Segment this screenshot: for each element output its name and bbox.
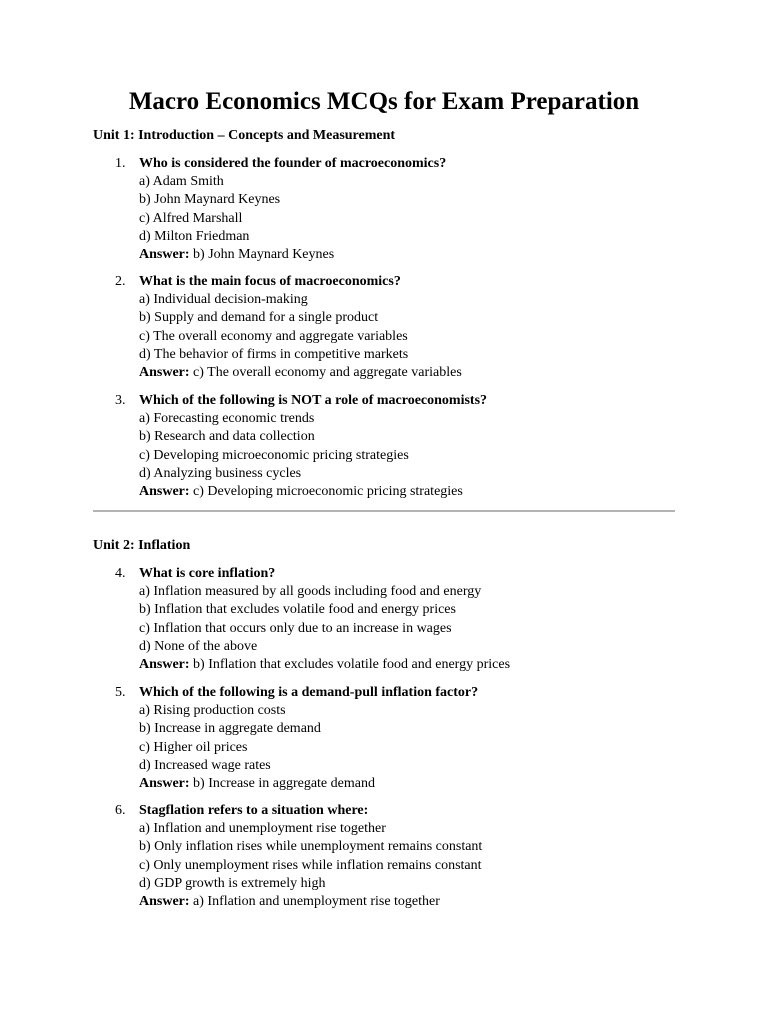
option-c: c) Alfred Marshall xyxy=(139,210,243,226)
answer-label: Answer: xyxy=(139,776,190,792)
answer-label: Answer: xyxy=(139,657,190,673)
option-a: a) Inflation and unemployment rise together xyxy=(139,821,386,837)
question-body xyxy=(139,684,675,793)
answer-value: c) Developing microeconomic pricing strategies xyxy=(189,484,463,500)
answer-value: b) Increase in aggregate demand xyxy=(189,776,375,792)
unit-heading-1: Unit 1: Introduction – Concepts and Measurement xyxy=(93,128,396,143)
answer-line xyxy=(139,364,675,382)
option-b: b) Increase in aggregate demand xyxy=(139,721,321,737)
option-b: b) Supply and demand for a single product xyxy=(139,310,379,326)
answer-value: c) The overall economy and aggregate variables xyxy=(189,365,462,381)
question-text: Who is considered the founder of macroeconomics? xyxy=(139,156,447,171)
question-text: Which of the following is NOT a role of macroeconomists? xyxy=(139,393,488,408)
answer-line xyxy=(139,656,675,674)
answer-line xyxy=(139,893,675,911)
question-number: 3. xyxy=(115,393,126,408)
option-d: d) The behavior of firms in competitive markets xyxy=(139,346,409,362)
option-c: c) Only unemployment rises while inflation remains constant xyxy=(139,857,482,873)
option-c: c) Higher oil prices xyxy=(139,739,248,755)
question-number: 4. xyxy=(115,566,126,581)
page-title: Macro Economics MCQs for Exam Preparation xyxy=(128,88,640,115)
question-body xyxy=(139,155,675,264)
option-c: c) Developing microeconomic pricing strategies xyxy=(139,447,409,463)
option-d: d) GDP growth is extremely high xyxy=(139,875,326,891)
option-d: d) None of the above xyxy=(139,638,258,654)
answer-label: Answer: xyxy=(139,247,190,263)
option-b: b) John Maynard Keynes xyxy=(139,192,281,208)
unit-heading-2: Unit 2: Inflation xyxy=(93,538,191,553)
answer-value: b) Inflation that excludes volatile food and energy prices xyxy=(189,657,511,673)
answer-label: Answer: xyxy=(139,484,190,500)
answer-line xyxy=(139,775,675,793)
option-a: a) Adam Smith xyxy=(139,174,224,190)
question-body xyxy=(139,565,675,674)
option-a: a) Individual decision-making xyxy=(139,292,308,308)
answer-value: a) Inflation and unemployment rise together xyxy=(189,894,440,910)
option-d: d) Milton Friedman xyxy=(139,228,250,244)
question-text: What is the main focus of macroeconomics? xyxy=(139,274,401,289)
option-b: b) Only inflation rises while unemployment remains constant xyxy=(139,839,483,855)
option-c: c) Inflation that occurs only due to an increase in wages xyxy=(139,620,452,636)
option-b: b) Research and data collection xyxy=(139,429,315,445)
section-divider xyxy=(93,510,675,512)
question-number: 2. xyxy=(115,274,126,289)
question-body xyxy=(139,392,675,501)
option-a: a) Rising production costs xyxy=(139,703,286,719)
question-number: 1. xyxy=(115,156,126,171)
option-c: c) The overall economy and aggregate variables xyxy=(139,328,408,344)
question-body xyxy=(139,802,675,911)
question-text: What is core inflation? xyxy=(139,566,276,581)
option-a: a) Forecasting economic trends xyxy=(139,411,315,427)
option-b: b) Inflation that excludes volatile food and energy prices xyxy=(139,602,456,618)
answer-value: b) John Maynard Keynes xyxy=(189,247,335,263)
answer-label: Answer: xyxy=(139,365,190,381)
question-number: 6. xyxy=(115,803,126,818)
answer-line xyxy=(139,246,675,264)
question-number: 5. xyxy=(115,685,126,700)
question-body xyxy=(139,273,675,382)
question-text: Stagflation refers to a situation where: xyxy=(139,803,369,818)
option-d: d) Analyzing business cycles xyxy=(139,465,302,481)
answer-label: Answer: xyxy=(139,894,190,910)
option-a: a) Inflation measured by all goods including food and energy xyxy=(139,584,482,600)
option-d: d) Increased wage rates xyxy=(139,757,271,773)
question-text: Which of the following is a demand-pull inflation factor? xyxy=(139,685,479,700)
answer-line xyxy=(139,483,675,501)
